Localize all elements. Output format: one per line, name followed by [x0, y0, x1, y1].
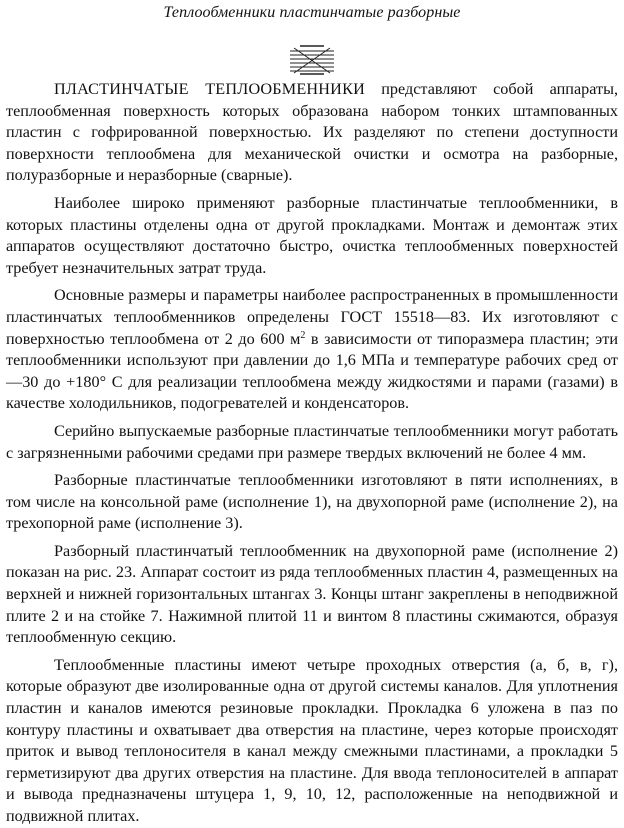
paragraph-design-versions: Разборные пластинчатые теплообменники изготовляют в пяти исполнениях, в том числе на консольной раме (исполнение 1), на двухопорной раме (исполнение 2), на трехопорной раме (исполнение 3).: [6, 471, 618, 533]
paragraph-gost-text-1: Основные размеры и параметры наиболее распространенных в промышленности пластинчатых теплообменников определены ГОСТ 15518—83. Их изготовляют с поверхностью теплообмена от 2 до 600 м: [6, 286, 618, 348]
lead-term: ПЛАСТИНЧАТЫЕ ТЕПЛООБМЕННИКИ: [54, 80, 365, 98]
paragraph-intro-text: представляют собой аппараты, теплообменная поверхность которых образована набором тонких штампованных пластин с гофрированной поверхностью. Их разделяют по степени доступности поверхности теплообмена для механической очистки и осмотра на разборные, полуразборные и неразборные (сварные).: [6, 80, 619, 185]
paragraph-collapsible-types: Наиболее широко применяют разборные пластинчатые теплообменники, в которых пластины отделены одна от другой прокладками. Монтаж и демонтаж этих аппаратов осуществляют достаточно быстро, очистка теплообменных поверхностей требует незначительных затрат труда.: [6, 193, 618, 277]
paragraph-intro: [6, 79, 618, 187]
running-title: Теплообменники пластинчатые разборные: [163, 4, 461, 21]
crossed-lines-ornament-icon: [286, 45, 338, 75]
paragraph-plate-channels: Теплообменные пластины имеют четыре проходных отверстия (а, б, в, г), которые образуют две изолированные одна от другой системы каналов. Для уплотнения пластин и каналов имеются резиновые прокладки. Прокладка 6 уложена в паз по контуру пластины и охватывает два отверстия на пластине, через которые происходят приток и вывод теплоносителя в канал между смежными пластинами, а прокладки 5 герметизируют два других отверстия на пластине. Для ввода теплоносителей в аппарат и вывода предназначены штуцера 1, 9, 10, 12, расположенные на неподвижной и подвижной плитах.: [6, 655, 618, 825]
paragraph-gost-text-2: в зависимости от типоразмера пластин; эти теплообменники используют при давлении до 1,6 МПа и температуре рабочих сред от —30 до +180° С для реализации теплообмена между жидкостями и парами (газами) в качестве холодильников, подогревателей и конденсаторов.: [6, 329, 618, 413]
area-unit-superscript: 2: [300, 329, 306, 341]
paragraph-contaminated-media: Серийно выпускаемые разборные пластинчатые теплообменники могут работать с загрязненными рабочими средами при размере твердых включений не более 4 мм.: [6, 421, 618, 462]
paragraph-gost-parameters: [6, 285, 618, 415]
paragraph-figure-description: Разборный пластинчатый теплообменник на двухопорной раме (исполнение 2) показан на рис. 23. Аппарат состоит из ряда теплообменных пластин 4, размещенных на верхней и нижней горизонтальных штангах 3. Концы штанг закреплены в неподвижной плите 2 и на стойке 7. Нажимной плитой 11 и винтом 8 пластины сжимаются, образуя теплообменную секцию.: [6, 541, 618, 647]
